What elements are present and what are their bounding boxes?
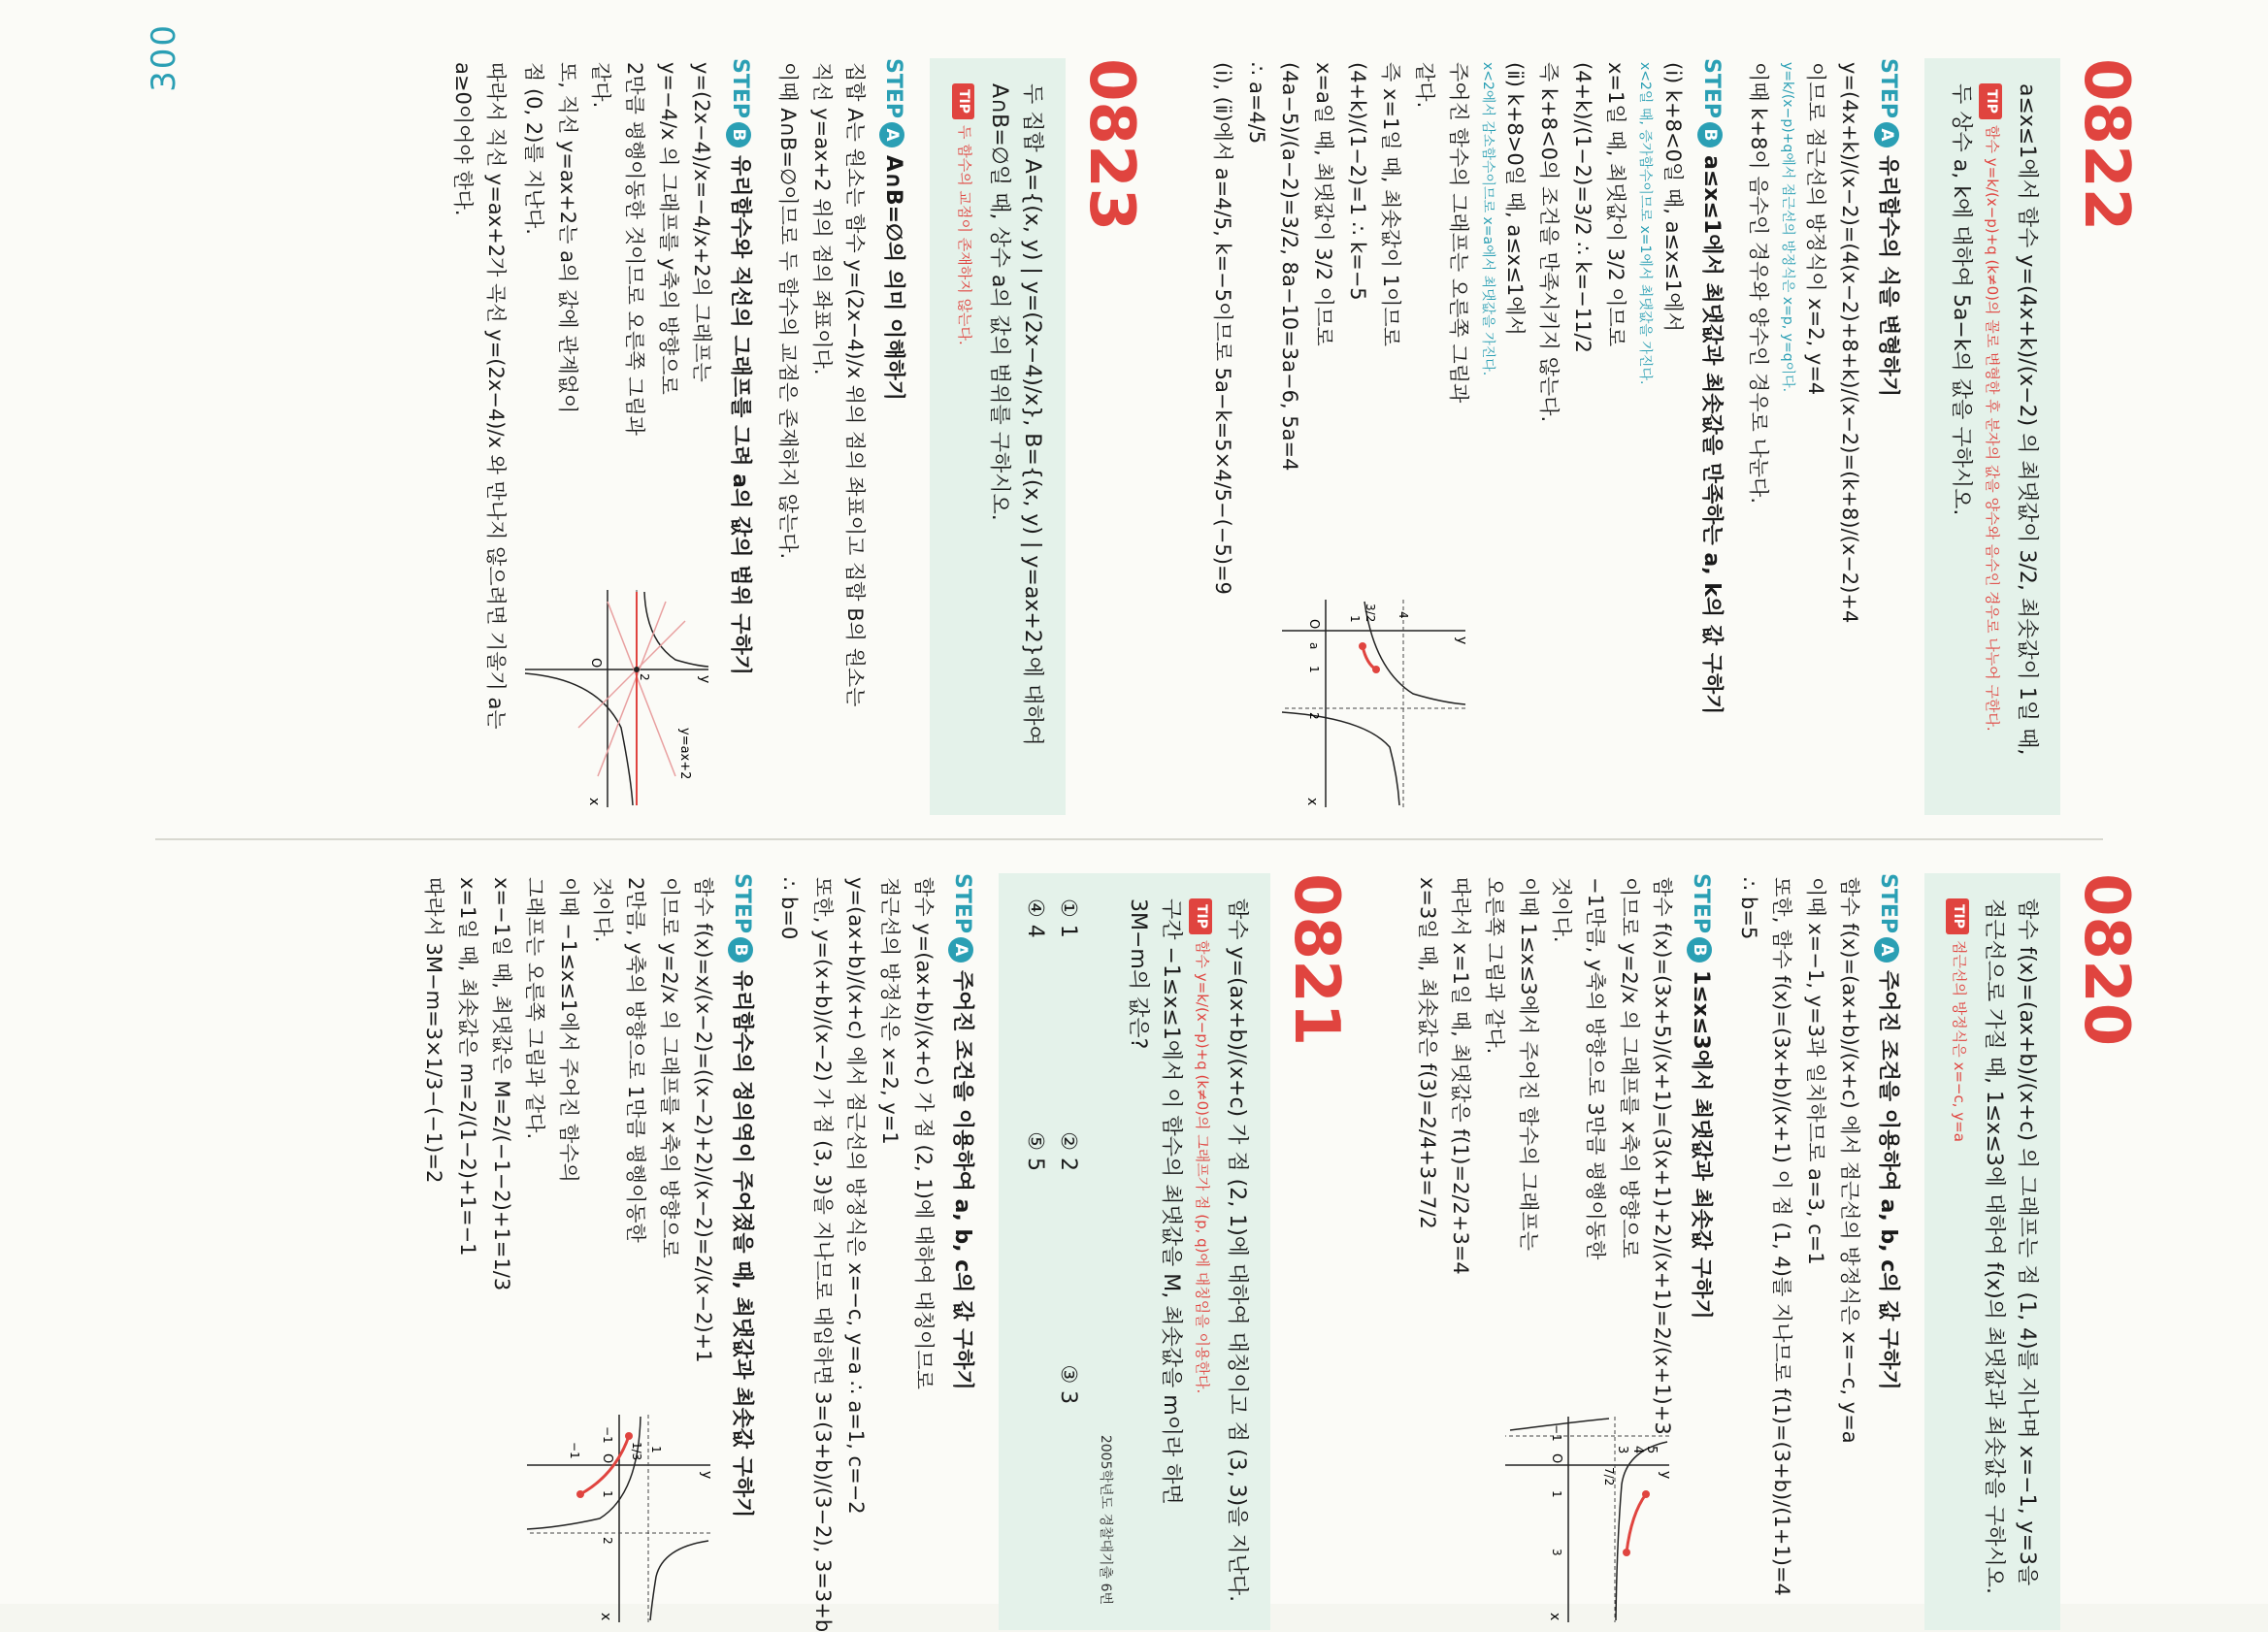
svg-text:1: 1 (1347, 615, 1362, 623)
step-a-heading: STEPAA∩B=∅의 의미 이해하기 (881, 58, 906, 402)
svg-text:4: 4 (1630, 1446, 1646, 1454)
graph-0823 (520, 582, 714, 815)
choice: ① 1 (1055, 898, 1080, 938)
solution-line: 이때 x=−1, y=3과 일치하므로 a=3, c=1 (1804, 877, 1828, 1265)
solution-line: 이므로 y=2/x 의 그래프를 x축의 방향으로 (657, 877, 681, 1258)
solution-line: 것이다. (1550, 877, 1574, 943)
graph-0820 (1500, 1407, 1675, 1630)
svg-text:7/2: 7/2 (1602, 1467, 1617, 1486)
solution-line: 따라서 x=1일 때, 최댓값은 f(1)=2/2+3=4 (1449, 877, 1473, 1275)
svg-text:y: y (697, 675, 713, 684)
problem-number: 0823 (1075, 58, 1148, 232)
line-label: y=ax+2 (677, 728, 693, 780)
svg-text:4: 4 (1396, 611, 1410, 619)
solution-line: −1만큼, y축의 방향으로 3만큼 평행이동한 (1583, 877, 1607, 1260)
solution-line: y=−4/x 의 그래프를 y축의 방향으로 (656, 62, 680, 395)
tip-text: 함수 y=k/(x−p)+q (k≠0)의 꼴로 변형한 후 분자의 값을 양수와 음수인 경우로 나누어 구한다. (1983, 125, 2001, 732)
source-citation: 2005학년도 경찰대기출 6번 (1097, 1434, 1113, 1605)
question-text: 함수 y=(ax+b)/(x+c) 가 점 (2, 1)에 대하여 대칭이고 점 (3, 3)을 지난다. (1225, 898, 1250, 1603)
solution-line: 집합 A는 원소는 함수 y=(2x−4)/x 위의 점의 좌표이고 집합 B의 원소는 (843, 62, 868, 707)
tip-badge: TIP (1979, 83, 2002, 119)
solution-line: 그래프는 오른쪽 그림과 같다. (523, 877, 547, 1140)
side-note: x<2일 때, 증가함수이므로 x=1에서 최댓값을 가진다. (1637, 62, 1654, 385)
svg-text:O: O (588, 658, 604, 669)
graph-0822 (1277, 592, 1471, 815)
solution-line: 함수 f(x)=(ax+b)/(x+c) 에서 점근선의 방정식은 x=−c, y=a (1837, 877, 1861, 1444)
column-left (359, 873, 2142, 1630)
column-divider (155, 838, 2103, 840)
svg-text:a: a (1306, 642, 1321, 650)
svg-text:1: 1 (1306, 666, 1321, 673)
solution-line: 이때 1≤x≤3에서 주어진 함수의 그래프는 (1516, 877, 1540, 1252)
solution-line: y=(ax+b)/(x+c) 에서 점근선의 방정식은 x=−c, y=a ∴ a=1, c=−2 (844, 877, 869, 1515)
svg-text:O: O (1305, 619, 1321, 630)
solution-line: x=1일 때, 최솟값은 m=2/(1−2)+1=−1 (456, 877, 480, 1257)
side-note: y=k/(x−p)+q에서 점근선의 방정식은 x=p, y=q이다. (1780, 62, 1796, 393)
tip-badge: TIP (1946, 898, 1969, 934)
solution-line: x=3일 때, 최솟값은 f(3)=2/4+3=7/2 (1415, 877, 1439, 1229)
solution-line: 이때 A∩B=∅이므로 두 함수의 교점은 존재하지 않는다. (775, 62, 800, 560)
svg-text:y: y (698, 1471, 714, 1480)
graph-0821 (522, 1407, 716, 1630)
tip-text: 함수 y=k/(x−p)+q (k≠0)의 그래프가 점 (p, q)에 대칭임을 이용한다. (1193, 940, 1211, 1394)
tip-badge: TIP (952, 83, 975, 119)
solution-line: 함수 f(x)=(3x+5)/(x+1)=(3(x+1)+2)/(x+1)=2/(x+1)+3 (1651, 877, 1675, 1435)
solution-line: (ⅱ) k+8>0일 때, a≤x≤1에서 (1503, 62, 1528, 336)
choice: ④ 4 (1022, 898, 1047, 938)
svg-text:1/3: 1/3 (629, 1442, 643, 1461)
solution-line: 것이다. (590, 877, 614, 943)
answer-choices (1018, 898, 1084, 1605)
solution-line: (ⅰ), (ⅱ)에서 a=4/5, k=−5이므로 5a−k=5×4/5−(−5)=9 (1211, 62, 1235, 595)
problem-number: 0822 (2070, 58, 2142, 232)
question-text: 두 집합 A={(x, y) | y=(2x−4)/x}, B={(x, y) | y=ax+2}에 대하여 (1020, 83, 1045, 746)
problem-number: 0820 (2070, 873, 2142, 1047)
svg-text:3: 3 (1550, 1549, 1564, 1556)
solution-line: ∴ b=5 (1736, 877, 1760, 940)
svg-text:1: 1 (648, 1446, 663, 1453)
solution-line: 이므로 y=2/x 의 그래프를 x축의 방향으로 (1617, 877, 1641, 1258)
problem-box (999, 873, 1270, 1630)
solution-line: 함수 y=(ax+b)/(x+c) 가 점 (2, 1)에 대하여 대칭이므로 (911, 877, 936, 1389)
question-text: 두 상수 a, k에 대하여 5a−k의 값을 구하시오. (1948, 83, 1973, 516)
solution-line: 또, 직선 y=ax+2는 a의 값에 관계없이 (555, 62, 579, 414)
solution-line: 2만큼 평행이동한 것이므로 오른쪽 그림과 (622, 62, 646, 436)
solution-line: 2만큼, y축의 방향으로 1만큼 평행이동한 (624, 877, 648, 1243)
side-note: x<2에서 감소함수이므로 x=a에서 최댓값을 가진다. (1479, 62, 1496, 376)
svg-text:2: 2 (600, 1537, 614, 1545)
svg-text:2: 2 (638, 673, 652, 681)
solution-line: 오른쪽 그림과 같다. (1482, 877, 1506, 1055)
step-b-heading: STEPB유리함수와 직선의 그래프를 그려 a의 값의 범위 구하기 (728, 58, 753, 676)
svg-text:3/2: 3/2 (1363, 604, 1377, 623)
problem-box (1924, 58, 2060, 815)
solution-line: 즉 x=1일 때, 최솟값이 1이므로 (1379, 62, 1403, 346)
problem-0822 (1205, 58, 2142, 815)
svg-text:3: 3 (1615, 1446, 1630, 1454)
problem-0821 (417, 873, 1352, 1630)
solution-line: 점근선의 방정식은 x=2, y=1 (878, 877, 903, 1145)
solution-line: 또한, y=(x+b)/(x−2) 가 점 (3, 3)을 지나므로 대입하면 3=(3+b)/(3−2), 3=3+b (810, 877, 835, 1632)
solution-line: 이때 k+8이 음수인 경우와 양수인 경우로 나눈다. (1747, 62, 1771, 504)
svg-text:1: 1 (600, 1490, 614, 1498)
svg-text:5: 5 (1644, 1446, 1660, 1454)
solution-line: 또한, 함수 f(x)=(3x+b)/(x+1) 이 점 (1, 4)를 지나므로 f(1)=(3+b)/(1+1)=4 (1770, 877, 1794, 1596)
solution-line: 직선 y=ax+2 위의 점의 좌표이다. (809, 62, 834, 375)
svg-text:1: 1 (1550, 1490, 1564, 1498)
axis-x-label: x (1547, 1613, 1563, 1621)
problem-0820 (1410, 873, 2142, 1630)
step-a-heading: STEPA주어진 조건을 이용하여 a, b, c의 값 구하기 (1875, 873, 1900, 1390)
svg-text:O: O (599, 1453, 614, 1464)
solution-line: 이때 −1≤x≤1에서 주어진 함수의 (557, 877, 581, 1183)
solution-line: x=−1일 때, 최댓값은 M=2/(−1−2)+1=1/3 (489, 877, 513, 1291)
choice: ③ 3 (1055, 1364, 1080, 1405)
tip-text: 두 함수의 교점이 존재하지 않는다. (956, 125, 974, 345)
solution-line: 이므로 점근선의 방정식이 x=2, y=4 (1804, 62, 1828, 396)
choice: ② 2 (1055, 1131, 1080, 1171)
solution-line: 따라서 직선 y=ax+2가 곡선 y=(2x−4)/x 와 만나지 않으려면 기울기 a는 (484, 62, 509, 730)
question-text: 3M−m의 값은? (1125, 898, 1150, 1050)
tip-text: 점근선의 방정식은 x=−c, y=a (1950, 940, 1968, 1142)
solution-line: 함수 f(x)=x/(x−2)=((x−2)+2)/(x−2)=2/(x−2)+1 (691, 877, 715, 1363)
svg-text:x: x (597, 1613, 613, 1621)
step-a-heading: STEPA주어진 조건을 이용하여 a, b, c의 값 구하기 (949, 873, 974, 1390)
solution-line: 같다. (589, 62, 613, 109)
solution-line: x=1일 때, 최댓값이 3/2 이므로 (1604, 62, 1628, 347)
step-b-heading: STEPB1≤x≤3에서 최댓값과 최솟값 구하기 (1689, 873, 1714, 1320)
svg-text:−1: −1 (567, 1442, 581, 1459)
solution-line: (4+k)/(1−2)=3/2 ∴ k=−11/2 (1570, 62, 1594, 353)
solution-line: ∴ b=0 (777, 877, 802, 940)
problem-box (1924, 873, 2060, 1630)
question-text: a≤x≤1에서 함수 y=(4x+k)/(x−2) 의 최댓값이 3/2, 최솟값이 1일 때, (2015, 83, 2039, 756)
svg-text:2: 2 (1306, 712, 1321, 720)
step-b-heading: STEPBa≤x≤1에서 최댓값과 최솟값을 만족하는 a, k의 값 구하기 (1698, 58, 1724, 715)
tip-badge: TIP (1189, 898, 1212, 934)
solution-line: y=(2x−4)/x=−4/x+2의 그래프는 (690, 62, 714, 382)
question-text: 구간 −1≤x≤1에서 이 함수의 최댓값을 M, 최솟값을 m이라 하면 (1158, 898, 1183, 1505)
step-a-heading: STEPA유리함수의 식을 변형하기 (1875, 58, 1900, 398)
solution-line: (ⅰ) k+8<0일 때, a≤x≤1에서 (1660, 62, 1685, 332)
solution-line: 점 (0, 2)를 지난다. (522, 62, 546, 235)
solution-line: 주어진 함수의 그래프는 오른쪽 그림과 (1446, 62, 1470, 404)
question-text: A∩B=∅일 때, 상수 a의 값의 범위를 구하시오. (987, 83, 1012, 521)
problem-number: 0821 (1280, 873, 1353, 1047)
svg-text:y: y (1453, 636, 1469, 645)
page-number: 300 (145, 23, 183, 92)
step-b-heading: STEPB유리함수의 정의역이 주어졌을 때, 최댓값과 최솟값 구하기 (729, 873, 754, 1518)
axis-y-label: y (1658, 1471, 1674, 1480)
choice: ⑤ 5 (1022, 1131, 1047, 1171)
solution-line: 즉 k+8<0의 조건을 만족시키지 않는다. (1536, 62, 1561, 423)
svg-text:−1: −1 (600, 1426, 614, 1444)
question-text: 함수 f(x)=(ax+b)/(x+c) 의 그래프는 점 (1, 4)를 지나며 x=−1, y=3을 점근선으로 가질 때, 1≤x≤3에 대하여 f(x)의 최댓값과 최솟값을 구하시오. (1981, 898, 2039, 1595)
solution-line: (4a−5)/(a−2)=3/2, 8a−10=3a−6, 5a=4 (1278, 62, 1302, 472)
solution-line: ∴ a=4/5 (1244, 62, 1268, 145)
solution-line: (4+k)/(1−2)=1 ∴ k=−5 (1345, 62, 1369, 301)
column-right (387, 58, 2142, 815)
solution-line: 같다. (1412, 62, 1436, 109)
solution-line: y=(4x+k)/(x−2)=(4(x−2)+8+k)/(x−2)=(k+8)/(x−2)+4 (1837, 62, 1861, 624)
solution-line: a≥0이어야 한다. (450, 62, 475, 216)
problem-box (930, 58, 1066, 815)
problem-0823 (445, 58, 1147, 815)
svg-text:x: x (1303, 798, 1320, 806)
svg-text:−1: −1 (1550, 1424, 1564, 1442)
svg-text:x: x (586, 798, 603, 806)
solution-line: x=a일 때, 최댓값이 3/2 이므로 (1312, 62, 1336, 346)
svg-text:O: O (1549, 1453, 1564, 1464)
solution-line: 따라서 3M−m=3×1/3−(−1)=2 (422, 877, 446, 1184)
